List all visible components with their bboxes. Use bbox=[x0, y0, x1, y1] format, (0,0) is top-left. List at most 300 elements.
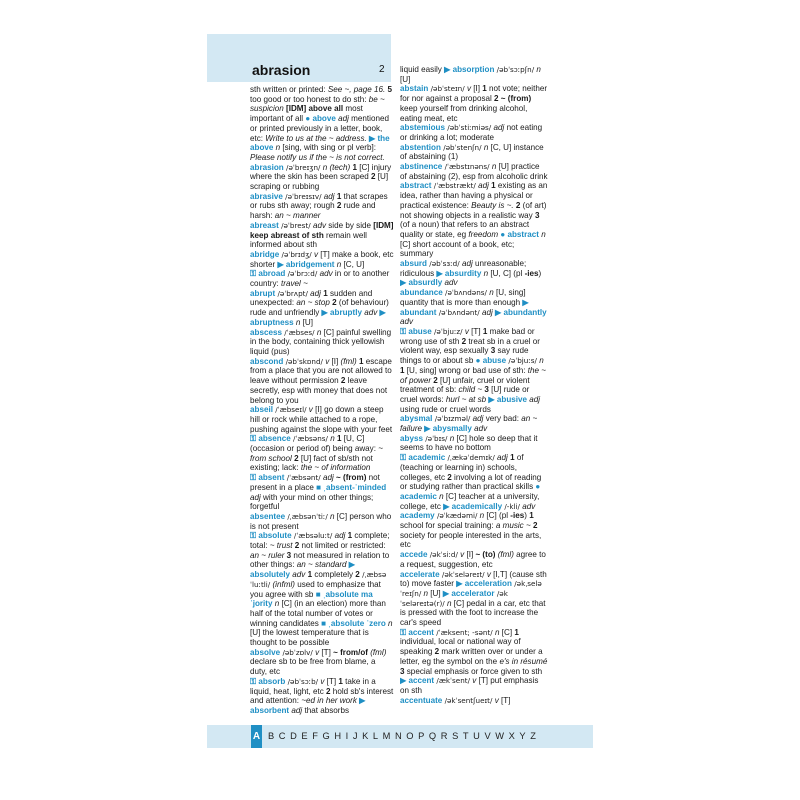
dictionary-entry bbox=[400, 259, 548, 288]
headword: abscess bbox=[250, 327, 282, 337]
alphabet-letter[interactable]: X bbox=[508, 731, 516, 741]
pronunciation: /əˈbjuːs/ bbox=[506, 356, 540, 366]
text: declare sb to be free from blame, a duty, etc bbox=[250, 657, 376, 677]
left-column bbox=[250, 85, 394, 735]
bold-text: 1 bbox=[482, 326, 488, 336]
bold-text: -ies bbox=[524, 268, 539, 278]
text: keep yourself from drinking alcohol, eating meat, etc bbox=[400, 103, 528, 123]
headword: abyss bbox=[400, 433, 423, 443]
headword: accelerate bbox=[400, 569, 440, 579]
italic-text: n bbox=[489, 288, 494, 298]
text: society for people interested in the arts, etc bbox=[400, 530, 542, 550]
bold-text: 2 bbox=[434, 647, 440, 657]
text: using rude or cruel words bbox=[400, 404, 491, 414]
text: [C, U] bbox=[341, 259, 365, 269]
text: ) bbox=[538, 268, 542, 278]
italic-text: adj bbox=[461, 259, 473, 269]
pronunciation: /əkˈseləreɪtə(r)/ bbox=[400, 588, 508, 608]
text: not eating or drinking a lot; moderate bbox=[400, 123, 543, 142]
bold-text: 2 bbox=[515, 200, 521, 210]
alphabet-letter[interactable]: G bbox=[322, 731, 330, 741]
italic-text: n bbox=[539, 356, 544, 366]
italic-text: n bbox=[274, 599, 280, 609]
pronunciation: /əˈbɪs/ bbox=[422, 433, 450, 443]
italic-text: v bbox=[460, 550, 465, 560]
derivative: ▶ abysmally bbox=[424, 424, 472, 434]
dictionary-entry bbox=[400, 511, 548, 550]
dictionary-entry bbox=[400, 628, 548, 696]
pronunciation: /əˈbɪzməl/ bbox=[432, 414, 473, 424]
italic-text: adj bbox=[478, 181, 489, 191]
text: existing as an idea, rather than having a physical or practical existence: bbox=[400, 181, 548, 210]
alphabet-letter[interactable]: Q bbox=[428, 731, 437, 741]
italic-text: n bbox=[275, 143, 281, 153]
italic-text: travel ~ bbox=[281, 279, 308, 289]
italic-text: adv bbox=[400, 317, 414, 327]
italic-text: n bbox=[336, 259, 342, 269]
bold-text: 2 bbox=[447, 472, 452, 482]
italic-text: (fml) bbox=[497, 550, 514, 560]
bold-text: 1 bbox=[514, 627, 519, 637]
text: [U] practice of abstaining (2), esp from alcoholic drink bbox=[400, 162, 548, 181]
italic-text: v bbox=[315, 647, 320, 657]
right-column bbox=[400, 65, 548, 715]
alphabet-letter[interactable]: D bbox=[290, 731, 298, 741]
alphabet-letter[interactable]: L bbox=[372, 731, 379, 741]
derivative: ■ ˌabsent-ˈminded bbox=[316, 482, 387, 492]
text: [I] bbox=[464, 550, 476, 560]
headword: absurd bbox=[400, 259, 427, 269]
italic-text: adj bbox=[497, 453, 508, 463]
bold-text: 1 bbox=[336, 191, 342, 201]
text: [C] teacher at a university, college, etc bbox=[400, 491, 540, 511]
headword: abroad bbox=[258, 269, 286, 279]
text: [T] make a book, etc shorter bbox=[250, 249, 394, 269]
text: [U] rude or cruel words: bbox=[400, 385, 530, 404]
pronunciation: /əˈbʌndənt/ bbox=[436, 307, 482, 317]
italic-text: n bbox=[330, 511, 335, 521]
pronunciation: /əbˈstiːmiəs/ bbox=[444, 123, 494, 133]
italic-text: n bbox=[483, 142, 489, 152]
italic-text: v bbox=[308, 405, 313, 415]
bold-text: 1 bbox=[482, 84, 487, 94]
bold-text: 1 bbox=[491, 181, 496, 191]
text: [T] bbox=[324, 676, 339, 686]
pronunciation: /əbˈzɒlv/ bbox=[280, 647, 316, 657]
text: unreasonable; ridiculous bbox=[400, 259, 527, 278]
italic-text: an ~ stop bbox=[296, 298, 330, 308]
text: (of art) not showing objects in a realistic way bbox=[400, 200, 547, 220]
bold-text: 3 bbox=[484, 385, 489, 395]
pronunciation: /ˈæbstɪnəns/ bbox=[442, 162, 492, 172]
dictionary-entry bbox=[400, 696, 548, 706]
text: that absorbs bbox=[302, 706, 349, 715]
derivative: ● abuse bbox=[475, 356, 507, 366]
headword: abscond bbox=[250, 356, 284, 366]
text: involving a lot of reading or studying rather than practical skills bbox=[400, 472, 542, 492]
italic-text: adj bbox=[310, 288, 321, 298]
pronunciation: /əbˈsɔːb/ bbox=[285, 676, 321, 686]
key-word-icon: ⚿ bbox=[250, 434, 259, 444]
alphabet-current-letter[interactable]: A bbox=[251, 725, 262, 748]
text: [T] bbox=[498, 695, 511, 705]
text: not vote; neither for nor against a proposal bbox=[400, 84, 548, 104]
italic-text: n bbox=[449, 433, 455, 443]
headword: abysmal bbox=[400, 414, 433, 424]
page-number: 2 bbox=[379, 64, 385, 75]
italic-text: See ~, page 16. bbox=[327, 85, 386, 94]
pronunciation: /əbˈskɒnd/ bbox=[283, 356, 326, 366]
text: ) bbox=[524, 511, 530, 521]
dictionary-entry bbox=[250, 328, 394, 357]
text: [I] go down a steep hill or rock while attached to a rope, pushing against the slope with your feet bbox=[250, 405, 393, 434]
headword: abreast bbox=[250, 220, 279, 230]
bold-text: 2 bbox=[355, 570, 360, 580]
bold-text: -ies bbox=[510, 511, 525, 521]
pronunciation: /əbˈstenʃn/ bbox=[440, 142, 484, 152]
text: not measured in relation to other things: bbox=[250, 550, 390, 570]
italic-text: n bbox=[388, 618, 393, 628]
alphabet-letter[interactable]: S bbox=[452, 731, 459, 741]
bold-text: 5 bbox=[387, 85, 392, 94]
pronunciation: /ˈæbstrækt/ bbox=[431, 181, 479, 191]
text: [C] person who is not present bbox=[250, 511, 392, 531]
derivative: ▶ abusive bbox=[488, 394, 528, 404]
italic-text: adj bbox=[338, 114, 349, 124]
pronunciation: /əbˈsteɪn/ bbox=[428, 84, 467, 94]
pronunciation: /ˌækəˈdemɪk/ bbox=[445, 453, 498, 463]
key-word-icon: ⚿ bbox=[250, 269, 259, 279]
alphabet-letter[interactable]: M bbox=[382, 731, 391, 741]
text: very bad: bbox=[483, 414, 522, 424]
headword: abridge bbox=[250, 249, 280, 259]
italic-text: (fml) bbox=[340, 356, 357, 366]
alphabet-letter[interactable]: Z bbox=[530, 731, 537, 741]
dictionary-entry bbox=[400, 65, 548, 84]
text: [C] injury where the skin has been scraped bbox=[250, 162, 392, 182]
text: [T] bbox=[468, 326, 483, 336]
bold-text: [IDM] above all bbox=[286, 104, 344, 114]
italic-text: adv bbox=[292, 570, 306, 580]
derivative: ● above bbox=[305, 114, 336, 124]
text: sth written or printed: bbox=[250, 85, 328, 94]
pronunciation: /əˈbreɪʒn/ bbox=[283, 162, 323, 172]
text: [U] bbox=[400, 74, 411, 84]
derivative: ▶ abundantly bbox=[495, 307, 547, 317]
italic-text: adj bbox=[334, 531, 346, 541]
derivative: ▶ accent bbox=[400, 676, 435, 686]
italic-text: adj bbox=[481, 307, 493, 317]
italic-text: Please notify us if the ~ is not correct. bbox=[250, 152, 385, 162]
derivative: ▶ the above bbox=[250, 133, 390, 153]
italic-text: n bbox=[446, 598, 452, 608]
italic-text: a music ~ bbox=[495, 521, 531, 531]
headword: academy bbox=[400, 511, 435, 521]
headword: absolve bbox=[250, 647, 281, 657]
italic-text: adv bbox=[522, 501, 536, 511]
pronunciation: /əkˈsiːd/ bbox=[427, 550, 461, 560]
italic-text: v bbox=[494, 695, 499, 705]
alphabet-letter[interactable]: W bbox=[495, 731, 505, 741]
italic-text: an ~ manner bbox=[274, 211, 321, 221]
pronunciation: /ækˈsent/ bbox=[434, 676, 473, 686]
bold-text: ~ from/of bbox=[333, 647, 368, 657]
bold-text: ~ (from) bbox=[336, 473, 367, 483]
bold-text: 2 bbox=[332, 298, 337, 308]
pronunciation: /əbˈsɜːd/ bbox=[427, 259, 462, 269]
text: [U] the lowest temperature that is thought to be possible bbox=[250, 628, 369, 648]
alphabet-letter[interactable]: H bbox=[334, 731, 342, 741]
dictionary-entry bbox=[250, 473, 394, 512]
text: (of a noun) that refers to an abstract quality or state, eg bbox=[400, 220, 530, 239]
bold-text: 1 bbox=[352, 162, 357, 172]
pronunciation: /əˈbrʌpt/ bbox=[275, 288, 311, 298]
pronunciation: /ˌæbsənˈtiː/ bbox=[285, 511, 331, 521]
alphabet-letter[interactable]: P bbox=[418, 731, 425, 741]
dictionary-entry bbox=[250, 405, 394, 434]
derivative: ▶ abundant bbox=[400, 297, 529, 317]
italic-text: Write to us at the ~ address. bbox=[265, 133, 367, 143]
text: school for special training: bbox=[400, 521, 496, 531]
italic-text: adj bbox=[529, 394, 541, 404]
derivative: ▶ accelerator bbox=[442, 588, 495, 598]
alphabet-letter[interactable]: E bbox=[301, 731, 308, 741]
derivative: ● abstract bbox=[500, 229, 539, 239]
text: take in a liquid, heat, light, etc bbox=[250, 676, 376, 696]
pronunciation: /ˈæbsənt/ bbox=[284, 473, 323, 483]
italic-text: be ~ suspicion bbox=[250, 94, 385, 114]
headword: absent bbox=[258, 473, 285, 483]
text: [sing, with sing or pl verb]: bbox=[280, 143, 376, 153]
alphabet-letter[interactable]: N bbox=[394, 731, 402, 741]
italic-text: n bbox=[494, 627, 500, 637]
pronunciation: /əˈbʌndəns/ bbox=[442, 288, 490, 298]
italic-text: hurl ~ at sb bbox=[445, 394, 487, 404]
italic-text: n bbox=[439, 491, 444, 501]
headword: abuse bbox=[408, 326, 432, 336]
italic-text: n bbox=[479, 511, 485, 521]
text: that scrapes or rubs sth away; rough bbox=[250, 191, 388, 211]
italic-text: adv bbox=[444, 278, 458, 288]
bold-text: 1 bbox=[307, 570, 313, 580]
headword: accede bbox=[400, 550, 428, 560]
bold-text: 2 bbox=[532, 521, 538, 531]
headword: abstemious bbox=[400, 123, 445, 133]
italic-text: v bbox=[466, 84, 471, 94]
text: used to emphasize that you agree with sb bbox=[250, 579, 381, 599]
italic-text: child ~ bbox=[458, 385, 483, 395]
italic-text: n bbox=[536, 65, 541, 74]
pronunciation: /ˈæbses/ bbox=[281, 327, 317, 337]
text: leave secretly, esp with money that does not belong to you bbox=[250, 376, 388, 405]
italic-text: an ~ failure bbox=[400, 414, 538, 434]
text: [C] painful swelling in the body, containing thick yellowish liquid (pus) bbox=[250, 327, 392, 356]
bold-text: 2 bbox=[336, 201, 342, 211]
alphabet-letter[interactable]: B bbox=[268, 731, 275, 741]
text: [I] bbox=[470, 84, 483, 94]
text: individual, local or national way of speaking bbox=[400, 637, 521, 657]
text: [C] hole so deep that it seems to have no bottom bbox=[400, 433, 538, 453]
text: [U] unfair, cruel or violent treatment of sb: bbox=[400, 375, 530, 395]
text: [C] (in an election) more than half of the total number of votes or winning candidates bbox=[250, 599, 386, 628]
bold-text: 3 bbox=[286, 550, 292, 560]
dictionary-entry bbox=[250, 250, 394, 269]
italic-text: n bbox=[316, 327, 322, 337]
text: [T] put emphasis on sth bbox=[400, 676, 539, 695]
italic-text: v bbox=[320, 676, 325, 686]
alphabet-letter[interactable]: F bbox=[312, 731, 319, 741]
dictionary-entry bbox=[250, 192, 394, 221]
bold-text: 1 bbox=[347, 531, 353, 541]
text: sudden and unexpected: bbox=[250, 288, 373, 308]
italic-text: n bbox=[295, 317, 301, 327]
dictionary-entry bbox=[250, 163, 394, 192]
key-word-icon: ⚿ bbox=[250, 676, 259, 686]
dictionary-entry bbox=[250, 269, 394, 288]
text: [C] pedal in a car, etc that is pressed with the foot to increase the car's speed bbox=[400, 598, 546, 628]
headword: absence bbox=[258, 434, 291, 444]
text: rude and harsh: bbox=[250, 201, 376, 221]
text: agree to a request, suggestion, etc bbox=[400, 550, 546, 569]
headword: absolute bbox=[258, 531, 292, 541]
alphabet-letter[interactable]: J bbox=[352, 731, 358, 741]
alphabet-letter[interactable]: C bbox=[278, 731, 286, 741]
italic-text: an ~ ruler bbox=[250, 550, 285, 560]
text: [C] short account of a book, etc; summary bbox=[400, 239, 515, 259]
headword: academic bbox=[408, 453, 446, 463]
dictionary-entry bbox=[400, 123, 548, 142]
bold-text: 2 bbox=[461, 336, 467, 346]
alphabet-letter[interactable]: R bbox=[440, 731, 448, 741]
derivative: ▶ abruptness bbox=[250, 308, 386, 327]
text: of (teaching or learning in) schools, colleges, etc bbox=[400, 453, 524, 482]
dictionary-entry bbox=[250, 221, 394, 250]
pronunciation: /əˈbjuːz/ bbox=[431, 326, 465, 336]
alphabet-letter[interactable]: Y bbox=[519, 731, 526, 741]
italic-text: ~ trust bbox=[269, 541, 293, 551]
alphabet-letter[interactable]: V bbox=[484, 731, 491, 741]
pronunciation: /ˈæksent; -sənt/ bbox=[433, 627, 495, 637]
italic-text: v bbox=[486, 569, 491, 579]
text: [U, C] (occasion or period of) being away: bbox=[250, 434, 379, 454]
dictionary-entry bbox=[400, 143, 548, 162]
italic-text: v bbox=[325, 356, 330, 366]
derivative: ▶ acceleration bbox=[456, 579, 512, 589]
bold-text: 2 bbox=[326, 686, 331, 696]
headword: abrasion bbox=[250, 162, 284, 172]
derivative: ▶ absurdly bbox=[400, 278, 443, 288]
italic-text: adj bbox=[250, 492, 261, 502]
italic-text: ~ed in her work bbox=[301, 696, 357, 706]
key-word-icon: ⚿ bbox=[400, 453, 409, 463]
dictionary-entry bbox=[400, 327, 548, 414]
text: make bad or wrong use of sth bbox=[400, 326, 535, 346]
dictionary-page bbox=[207, 34, 593, 772]
dictionary-entry bbox=[400, 162, 548, 181]
alphabet-letter[interactable]: T bbox=[462, 731, 469, 741]
text: remain well informed about sth bbox=[250, 230, 367, 250]
italic-text: adj bbox=[322, 473, 334, 483]
headword: abrasive bbox=[250, 191, 283, 201]
text: in or to another country: bbox=[250, 269, 390, 289]
pronunciation: /ˈæbsəluːt/ bbox=[291, 531, 335, 541]
derivative: ▶ academically bbox=[443, 501, 503, 511]
text: [U] bbox=[300, 317, 313, 327]
text: treat sb in a cruel or violent way, esp sexually bbox=[400, 336, 540, 356]
derivative: ▶ absurdity bbox=[436, 268, 482, 278]
dictionary-entry bbox=[400, 414, 548, 433]
text: [C] (pl bbox=[484, 511, 511, 521]
text: not present in a place bbox=[250, 473, 380, 492]
text: special emphasis or force given to sth bbox=[404, 666, 543, 676]
dictionary-entry bbox=[250, 85, 394, 163]
italic-text: the ~ of information bbox=[300, 463, 371, 473]
italic-text: adj bbox=[493, 123, 505, 133]
bold-text: 2 ~ (from) bbox=[494, 94, 532, 104]
bold-text: 2 bbox=[340, 376, 346, 386]
italic-text: v bbox=[464, 326, 469, 336]
italic-text: n bbox=[483, 268, 489, 278]
dictionary-entry bbox=[400, 453, 548, 511]
text: [U, sing] quantity that is more than enough bbox=[400, 288, 526, 307]
italic-text: an ~ standard bbox=[296, 560, 347, 570]
pronunciation: /əbˈsɔːpʃn/ bbox=[494, 65, 537, 74]
italic-text: adj bbox=[323, 191, 335, 201]
italic-text: (fml) bbox=[370, 647, 387, 657]
pronunciation: /ˈæbsəns/ bbox=[290, 434, 331, 444]
alphabet-letter[interactable]: I bbox=[345, 731, 349, 741]
italic-text: n bbox=[541, 229, 546, 239]
italic-text: adj bbox=[291, 706, 303, 715]
derivative: ● academic bbox=[400, 482, 541, 501]
dictionary-entry bbox=[400, 434, 548, 453]
text: [U] fact of sb/sth not existing; lack: bbox=[250, 453, 373, 473]
alphabet-letter[interactable]: O bbox=[406, 731, 414, 741]
bold-text: 1 bbox=[400, 365, 405, 375]
italic-text: n (tech) bbox=[322, 162, 351, 172]
italic-text: n bbox=[423, 588, 429, 598]
headword: abundance bbox=[400, 288, 443, 298]
bold-text: 2 bbox=[433, 375, 438, 385]
italic-text: n bbox=[330, 434, 335, 444]
key-word-icon: ⚿ bbox=[400, 326, 409, 336]
pronunciation: /əˈbrɪdʒ/ bbox=[279, 249, 314, 259]
italic-text: adv bbox=[364, 308, 378, 318]
bold-text: 3 bbox=[400, 666, 405, 676]
bold-text: 3 bbox=[490, 346, 496, 356]
bold-text: 2 bbox=[294, 453, 299, 463]
bold-text: 3 bbox=[534, 210, 540, 220]
italic-text: e's in résumé bbox=[499, 656, 548, 666]
dictionary-entry bbox=[250, 434, 394, 473]
dictionary-entry bbox=[250, 357, 394, 406]
text: most important of all bbox=[250, 104, 363, 124]
text: say rude things to or about sb bbox=[400, 346, 529, 366]
alphabet-letter[interactable]: K bbox=[362, 731, 369, 741]
headword: abstract bbox=[400, 181, 432, 191]
alphabet-letter[interactable]: U bbox=[473, 731, 481, 741]
derivative: ▶ absorption bbox=[444, 65, 495, 74]
pronunciation: /əˈbrest/ bbox=[278, 220, 313, 230]
headword: accentuate bbox=[400, 695, 443, 705]
pronunciation: /ˌæbsəˈluːtli/ bbox=[250, 570, 387, 589]
derivative: ▶ absolutely bbox=[250, 560, 356, 580]
bold-text: 1 bbox=[529, 511, 534, 521]
text: [I] bbox=[329, 356, 341, 366]
text: [U, C] (pl bbox=[488, 268, 525, 278]
headword: absentee bbox=[250, 511, 286, 521]
bold-text: 2 bbox=[371, 172, 376, 182]
